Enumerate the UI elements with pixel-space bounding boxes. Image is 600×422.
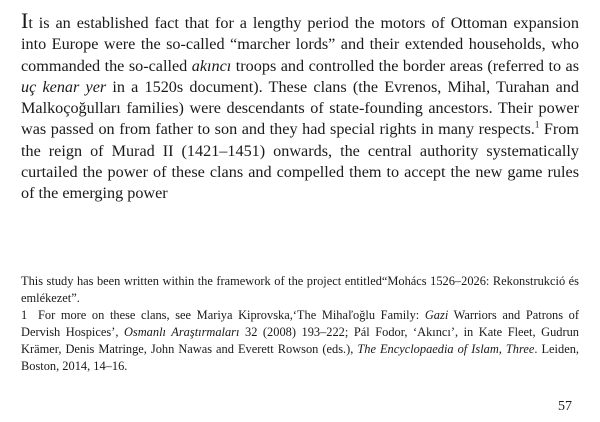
footnote-reference[interactable]: 1	[534, 120, 540, 131]
paragraph-text: t is an established fact that for a lengthy period the motors of Ottoman expansion into Europe were the so-called “marcher lords” and their extended households, who commanded the so-called	[21, 14, 579, 75]
footnote-number: 1	[21, 308, 28, 322]
book-title: The Encyclopaedia of Islam, Three	[357, 342, 535, 356]
main-paragraph	[21, 8, 579, 205]
footnote-text: . Leiden, Boston, 2014, 14–16.	[21, 342, 579, 373]
journal-title: Osmanlı Araştırmaları	[123, 325, 240, 339]
footnotes	[21, 273, 579, 375]
term-akinci: akıncı	[191, 56, 232, 75]
drop-cap: I	[21, 8, 29, 33]
paragraph-text: in a 1520s document). These clans (the Evrenos, Mihal, Turahan and Malkoçoğulları families) were descendants of state-founding ancestors. Their power was passed on from father to son and they had special rights in many respects.	[21, 77, 579, 139]
page-number: 57	[558, 399, 572, 414]
footnote-text: Warriors and Patrons of Dervish Hospices’,	[21, 308, 580, 339]
paragraph-text: From the reign of Murad II (1421–1451) onwards, the central authority systematically curtailed the power of these clans and compelled them to accept the new game rules of the emerging power	[21, 120, 579, 203]
term-uc-kenar: uç kenar yer	[21, 77, 107, 96]
footnote-text: For more on these clans, see Mariya Kiprovska,‘The Mihaľoğlu Family:	[38, 308, 425, 322]
term-gazi: Gazi	[424, 308, 449, 322]
footnote-1	[21, 307, 579, 375]
funding-note: This study has been written within the framework of the project entitled“Mohács 1526–2026: Rekonstrukció és emlékezet”.	[21, 274, 579, 305]
footnote-text: 32 (2008) 193–222; Pál Fodor, ‘Akıncı’, in Kate Fleet, Gudrun Krämer, Denis Matringe, John Nawas and Everett Rowson (eds.),	[21, 325, 580, 356]
paragraph-text: troops and controlled the border areas (referred to as	[231, 56, 579, 75]
